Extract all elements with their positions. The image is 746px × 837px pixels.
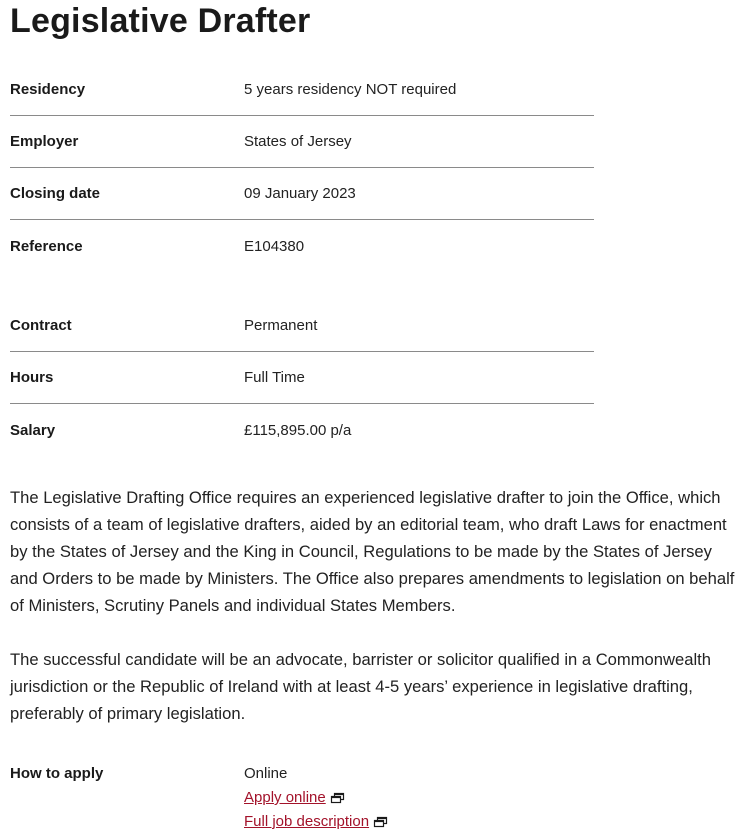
detail-label: Salary (10, 421, 56, 439)
detail-label: Closing date (10, 185, 101, 202)
detail-label: Reference (10, 237, 83, 255)
full-job-description-link[interactable] (244, 810, 388, 834)
detail-value: Full Time (244, 369, 305, 386)
detail-row-contract (10, 300, 594, 352)
detail-label: Hours (10, 369, 54, 386)
external-link-icon (373, 816, 388, 828)
detail-value: E104380 (244, 237, 305, 255)
detail-label: Contract (10, 317, 72, 334)
how-to-apply-values (244, 762, 388, 834)
page-title: Legislative Drafter (10, 2, 311, 40)
description-paragraph: The Legislative Drafting Office requires an experienced legislative drafter to join the Office, which consists of a team of legislative drafters, aided by an editorial team, who draft Laws for enactment by the States of Jersey and the King in Council, Regulations to be made by the States of Jersey and Orders to be made by Ministers. The Office also prepares amendments to legislation on behalf of Ministers, Scrutiny Panels and individual States Members. (10, 488, 735, 615)
detail-row-hours (10, 352, 594, 404)
detail-value: Permanent (244, 317, 318, 334)
contract-details-table (10, 300, 594, 456)
detail-row-reference (10, 220, 594, 272)
apply-online-link-label: Apply online (244, 789, 326, 806)
detail-value: £115,895.00 p/a (244, 421, 352, 439)
how-to-apply-section (10, 762, 594, 834)
description-paragraph: The successful candidate will be an advocate, barrister or solicitor qualified in a Commonwealth jurisdiction or the Republic of Ireland with at least 4-5 years’ experience in legislative drafting, preferably of primary legislation. (10, 650, 711, 723)
detail-value: 5 years residency NOT required (244, 81, 457, 98)
detail-row-salary (10, 404, 594, 456)
detail-row-residency (10, 64, 594, 116)
job-description (10, 484, 740, 754)
full-job-description-link-label: Full job description (244, 813, 370, 830)
job-details-table (10, 64, 594, 272)
detail-row-employer (10, 116, 594, 168)
apply-method: Online (244, 765, 288, 782)
detail-label: Residency (10, 81, 86, 98)
detail-row-closing-date (10, 168, 594, 220)
detail-value: States of Jersey (244, 133, 352, 150)
detail-value: 09 January 2023 (244, 185, 356, 202)
apply-online-link[interactable] (244, 786, 345, 810)
how-to-apply-label: How to apply (10, 765, 104, 782)
detail-label: Employer (10, 133, 79, 150)
external-link-icon (330, 792, 345, 804)
